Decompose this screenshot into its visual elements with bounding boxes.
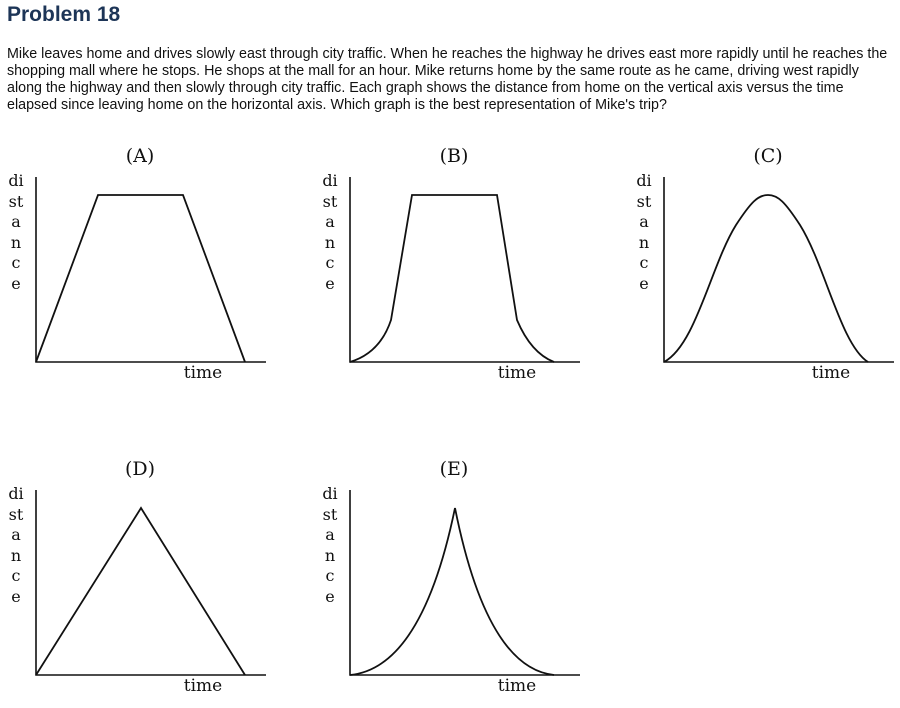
graph-label: (A)	[125, 145, 155, 167]
graph-d	[8, 458, 308, 708]
graph-ylabel: distance	[8, 171, 24, 293]
graph-curve	[350, 195, 554, 362]
graph-xlabel: time	[497, 676, 537, 696]
graph-ylabel: distance	[322, 171, 338, 293]
problem-title: Problem 18	[7, 3, 121, 26]
graph-b	[322, 145, 622, 395]
graph-plot	[322, 145, 622, 395]
graph-xlabel: time	[183, 363, 223, 383]
graph-plot	[8, 145, 308, 395]
problem-text: Mike leaves home and drives slowly east through city traffic. When he reaches the highway he drives east more rapidly until he reaches the shopping mall where he stops. He shops at the mall for an hour. Mike returns home by the same route as he came, driving west rapidly along the highway and then slowly through city traffic. Each graph shows the distance from home on the vertical axis versus the time elapsed since leaving home on the horizontal axis. Which graph is the best representation of Mike's trip?	[7, 46, 888, 113]
graph-label: (B)	[439, 145, 469, 167]
graph-xlabel: time	[811, 363, 851, 383]
graph-curve	[36, 508, 245, 675]
graph-plot	[8, 458, 308, 708]
graph-label: (C)	[753, 145, 783, 167]
graph-xlabel: time	[497, 363, 537, 383]
graph-curve	[350, 508, 554, 675]
graph-ylabel: distance	[8, 484, 24, 606]
graph-axes	[350, 490, 580, 675]
graph-ylabel: distance	[322, 484, 338, 606]
graph-xlabel: time	[183, 676, 223, 696]
graph-curve	[664, 195, 868, 362]
graph-a	[8, 145, 308, 395]
graph-axes	[36, 490, 266, 675]
graph-e	[322, 458, 622, 708]
graph-label: (D)	[124, 458, 156, 480]
graph-label: (E)	[439, 458, 469, 480]
graph-axes	[664, 177, 894, 362]
graph-plot	[322, 458, 622, 708]
graph-c	[636, 145, 900, 395]
graph-ylabel: distance	[636, 171, 652, 293]
graph-plot	[636, 145, 900, 395]
graph-curve	[36, 195, 245, 362]
